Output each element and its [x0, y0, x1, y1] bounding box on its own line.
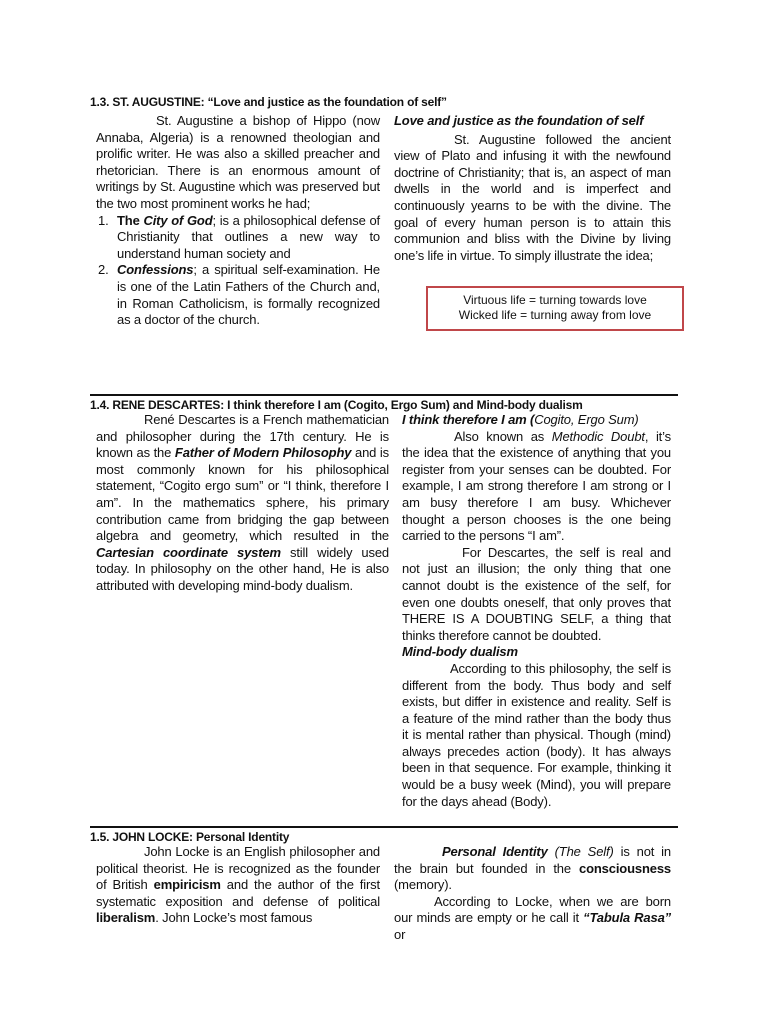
tabula-rasa-paragraph: According to Locke, when we are born our minds are empty or he call it “Tabula Rasa” or	[394, 893, 671, 942]
locke-left-column	[96, 844, 380, 927]
list-item	[96, 262, 380, 328]
augustine-works-list	[96, 213, 380, 329]
cartesian-coordinate-system: Cartesian coordinate system	[96, 544, 281, 560]
callout-line-virtuous: Virtuous life = turning towards love	[463, 293, 647, 307]
section-divider	[90, 394, 678, 396]
work-description: ; a spiritual self-examination. He is one of the Latin Fathers of the Church and, in Roman Catholicism, is formally recognized as a doctor of the church.	[117, 262, 380, 328]
work-prefix: The	[117, 212, 144, 228]
list-item	[96, 213, 380, 263]
descartes-bio: René Descartes is a French mathematician and philosopher during the 17th century. He is known as the Father of Modern Philosophy and is most commonly known for his philosophical statement, “Cogito ergo sum” or “I think, therefore I am”. In the mathematics sphere, his primary contribution came from bridging the gap between algebra and geometry, which resulted in the Cartesian coordinate system still widely used today. In philosophy on the other hand, He is also attributed with developing mind-body dualism.	[96, 412, 389, 593]
callout-line-wicked: Wicked life = turning away from love	[458, 307, 652, 322]
section-divider	[90, 826, 678, 828]
methodic-doubt-paragraph: Also known as Methodic Doubt, it’s the idea that the existence of anything that you register from your senses can be doubted. For example, I am strong therefore I am strong or I am busy therefore I am busy. Whichever thought a person chooses is the one being carried to the persons “I am”.	[402, 428, 671, 544]
list-number: 2.	[98, 262, 109, 278]
mind-body-dualism-title: Mind-body dualism	[402, 644, 518, 660]
section-heading-augustine: 1.3. ST. AUGUSTINE: “Love and justice as the foundation of self”	[90, 95, 447, 109]
work-description: ; is a philosophical defense of Christianity that outlines a new way to understand human society and	[117, 212, 381, 261]
work-title: City of God	[143, 212, 213, 228]
work-title: Confessions	[117, 262, 194, 278]
descartes-left-column	[96, 412, 389, 595]
augustine-intro: St. Augustine a bishop of Hippo (now Annaba, Algeria) is a renowned theologian and prolific writer. He was also a skilled preacher and rhetorician. There is an enormous amount of writings by St. Augustine which was preserved but the two most prominent works he had;	[96, 113, 380, 211]
doubting-self-paragraph: For Descartes, the self is real and not just an illusion; the only thing that one cannot doubt is the existence of the self, for even one doubts oneself, that only proves that THERE IS A DOUBTING SELF, a thing that thinks therefore cannot be doubted.	[402, 544, 671, 643]
cogito-title: I think therefore I am (Cogito, Ergo Sum)	[402, 412, 639, 427]
augustine-right-body: St. Augustine followed the ancient view of Plato and infusing it with the newfound doctrine of Christianity; that is, an aspect of man dwells in the world and is imperfect and continuously yearns to be with the divine. The goal of every human person is to attain this communion and bliss with the Divine by living one’s life in virtue. To simply illustrate the idea;	[394, 131, 671, 263]
locke-bio: John Locke is an English philosopher and political theorist. He is recognized as the founder of British empiricism and the author of the first systematic exposition and defense of political liberalism. John Locke’s most famous	[96, 844, 380, 926]
augustine-left-column	[96, 113, 380, 329]
section-heading-descartes: 1.4. RENE DESCARTES: I think therefore I am (Cogito, Ergo Sum) and Mind-body dualism	[90, 398, 583, 412]
descartes-right-column	[402, 412, 671, 810]
list-number: 1.	[98, 212, 109, 228]
mind-body-paragraph: According to this philosophy, the self is different from the body. Thus body and self exists, but differ in existence and reality. Self is a feature of the mind rather than the body thus it is mental rather than physical. Though (mind) always precedes action (body). It has always been in that sequence. For example, thinking it would be a busy week (Mind), you will prepare for the days ahead (Body).	[402, 660, 671, 809]
virtue-callout-box	[426, 286, 684, 331]
personal-identity-paragraph: Personal Identity (The Self) is not in the brain but founded in the consciousness (memory).	[394, 844, 671, 893]
augustine-right-column	[394, 113, 671, 264]
locke-right-column	[394, 844, 671, 944]
father-of-modern-philosophy: Father of Modern Philosophy	[174, 445, 352, 461]
section-heading-locke: 1.5. JOHN LOCKE: Personal Identity	[90, 830, 290, 844]
augustine-right-title: Love and justice as the foundation of self	[394, 113, 644, 128]
